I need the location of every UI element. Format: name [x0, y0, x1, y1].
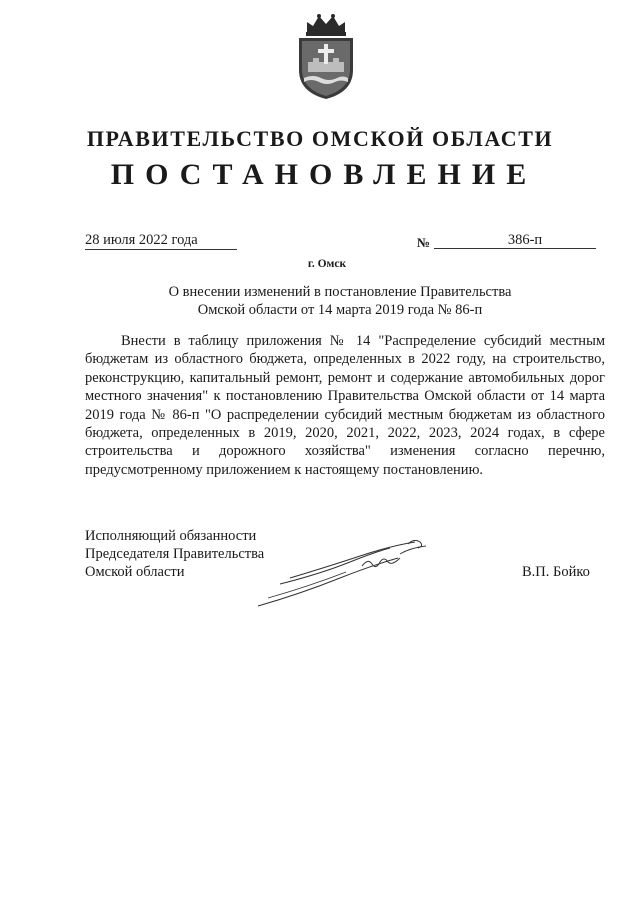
body-paragraph: Внести в таблицу приложения № 14 "Распределение субсидий местным бюджетам из областного бюджета, определенных в 2022 году, на строительство, реконструкцию, капитальный ремонт, ремонт и содержание автомобильных дорог местного значения" к постановлению Правительства Омской области от 14 марта 2019 года № 86-п "О распределении субсидий местным бюджетам из областного бюджета, определенных в 2019, 2020, 2021, 2022, 2023, 2024 годах, в сфере строительства и дорожного хозяйства" изменения согласно перечню, предусмотренному приложением к настоящему постановлению. — [85, 333, 605, 478]
subject-line-1: О внесении изменений в постановление Правительства — [168, 284, 512, 300]
number-sign: № — [417, 235, 431, 250]
document-subject — [130, 283, 550, 319]
organization-title: ПРАВИТЕЛЬСТВО ОМСКОЙ ОБЛАСТИ — [86, 126, 554, 151]
position-line-1: Исполняющий обязанности — [85, 528, 257, 544]
document-number: 386-п — [434, 231, 596, 249]
coat-of-arms-icon — [293, 12, 359, 100]
document-date: 28 июля 2022 года — [85, 231, 237, 250]
city-name: г. Омск — [307, 258, 347, 270]
signer-name: В.П. Бойко — [522, 564, 590, 580]
position-line-2: Председателя Правительства — [85, 546, 265, 562]
document-type-title: ПОСТАНОВЛЕНИЕ — [110, 158, 538, 191]
signature-icon — [250, 528, 440, 610]
subject-line-2: Омской области от 14 марта 2019 года № 86-п — [197, 302, 483, 318]
position-line-3: Омской области — [85, 564, 185, 580]
